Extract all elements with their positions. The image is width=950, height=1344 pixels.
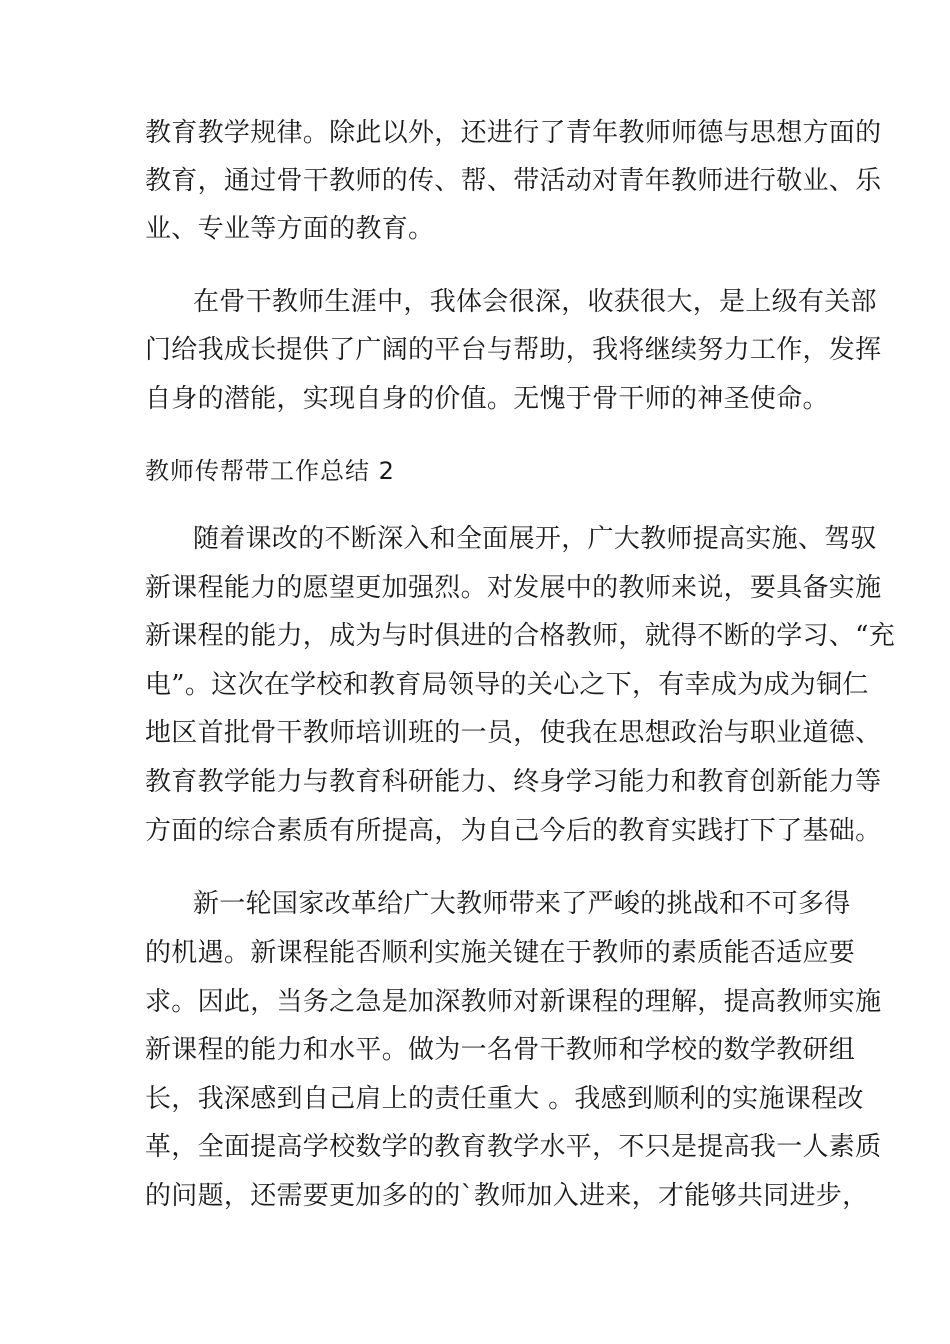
- text-line: 教育，通过骨干教师的传、帮、带活动对青年教师进行敬业、乐: [145, 166, 882, 196]
- text-line: 在骨干教师生涯中，我体会很深，收获很大，是上级有关部: [193, 287, 877, 317]
- text-line: 业、专业等方面的教育。: [145, 214, 435, 244]
- text-line: 地区首批骨干教师培训班的一员，使我在思想政治与职业道德、: [145, 718, 882, 748]
- text-line: 革，全面提高学校数学的教育教学水平，不只是提高我一人素质: [145, 1132, 882, 1162]
- section-heading: 教师传帮带工作总结 2: [145, 457, 395, 485]
- text-line: 新一轮国家改革给广大教师带来了严峻的挑战和不可多得: [193, 889, 851, 919]
- text-line: 求。因此，当务之急是加深教师对新课程的理解，提高教师实施: [145, 987, 882, 1017]
- text-line: 方面的综合素质有所提高，为自己今后的教育实践打下了基础。: [145, 816, 882, 846]
- text-line: 自身的潜能，实现自身的价值。无愧于骨干师的神圣使命。: [145, 384, 829, 414]
- text-line: 教育教学能力与教育科研能力、终身学习能力和教育创新能力等: [145, 767, 882, 797]
- text-line: 新课程的能力和水平。做为一名骨干教师和学校的数学教研组: [145, 1035, 856, 1065]
- text-line: 新课程的能力，成为与时俱进的合格教师，就得不断的学习、“充: [145, 621, 895, 651]
- text-line: 门给我成长提供了广阔的平台与帮助，我将继续努力工作，发挥: [145, 335, 882, 365]
- text-line: 的机遇。新课程能否顺利实施关键在于教师的素质能否适应要: [145, 938, 856, 968]
- text-line: 随着课改的不断深入和全面展开，广大教师提高实施、驾驭: [193, 524, 877, 554]
- text-line: 教育教学规律。除此以外，还进行了青年教师师德与思想方面的: [145, 118, 882, 148]
- text-line: 长，我深感到自己肩上的责任重大 。我感到顺利的实施课程改: [145, 1084, 864, 1114]
- text-line: 新课程能力的愿望更加强烈。对发展中的教师来说，要具备实施: [145, 573, 882, 603]
- text-line: 的问题，还需要更加多的的`教师加入进来，才能够共同进步，: [145, 1181, 869, 1211]
- text-line: 电”。这次在学校和教育局领导的关心之下，有幸成为成为铜仁: [145, 670, 869, 700]
